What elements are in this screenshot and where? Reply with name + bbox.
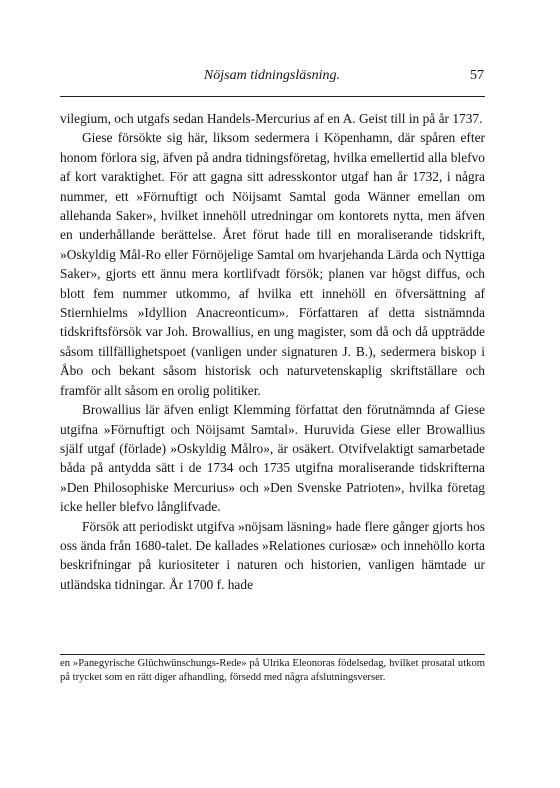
footnote-text: en »Panegyrische Glüchwünschungs-Rede» på Ulrika Eleonoras födelsedag, hvilket prosatal utkom på trycket som en rätt diger afhandling, försedd med några afslutningsverser. xyxy=(60,658,485,684)
paragraph-4: Försök att periodiskt utgifva »nöjsam läsning» hade flere gånger gjorts hos oss ända från 1680-talet. De kallades »Relationes curiosæ» och innehöllo korta beskrifningar på kuriositeter i naturen och historien, vanligen hämtade ur utländska tidningar. År 1700 f. hade xyxy=(60,518,485,592)
paragraph-1: vilegium, och utgafs sedan Handels-Mercurius af en A. Geist till in på år 1737. xyxy=(60,111,483,126)
paragraph-3: Browallius lär äfven enligt Klemming författat den förutnämnda af Giese utgifna »Förnuftigt och Nöijsamt Samtal». Huruvida Giese eller Browallius själf utgaf (förlade) »Oskyldig Målro», är osäkert. Otvifvelaktigt samarbetade båda på antydda sätt i de 1734 och 1735 utgifna moraliserande tidskrifterna »Den Philosophiske Mercurius» och »Den Svenske Patrioten», hvilka företag icke heller blefvo långlifvade. xyxy=(60,402,485,515)
footnote-rule xyxy=(60,654,485,655)
page-number: 57 xyxy=(470,68,484,83)
page-header xyxy=(60,68,484,90)
header-rule xyxy=(60,96,485,97)
body-text xyxy=(60,109,485,594)
running-title: Nöjsam tidningsläsning. xyxy=(203,68,341,83)
footnote xyxy=(60,657,485,685)
paragraph-2: Giese försökte sig här, liksom sedermera i Köpenhamn, där spåren efter honom förlora sig, äfven på andra tidningsföretag, hvilka emellertid alla blefvo af kort varaktighet. För att gagna sitt adresskontor utgaf han år 1732, i några nummer, ett »Förnuftigt och Nöijsamt Samtal goda Wänner emellan om allehanda Saker», hvilket innehöll utredningar om kontorets nytta, men äfven en underhållande berättelse. Året förut hade till en moraliserande tidskrift, »Oskyldig Mål-Ro eller Förnöjelige Samtal om hvarjehanda Lärda och Nyttiga Saker», gjorts ett ännu mera kortlifvadt försök; planen var högst diffus, och blott fem nummer utkommo, af hvilka ett innehöll en öfversättning af Stiernhielms »Idyllion Anacreonticum». Författaren af detta sistnämnda tidskriftsförsök var Joh. Browallius, en ung magister, som då och då uppträdde såsom tillfällighetspoet (vanligen under signaturen J. B.), sedermera biskop i Åbo och bekant såsom historisk och naturvetenskaplig skriftställare och framför allt såsom en orolig politiker. xyxy=(60,130,485,398)
